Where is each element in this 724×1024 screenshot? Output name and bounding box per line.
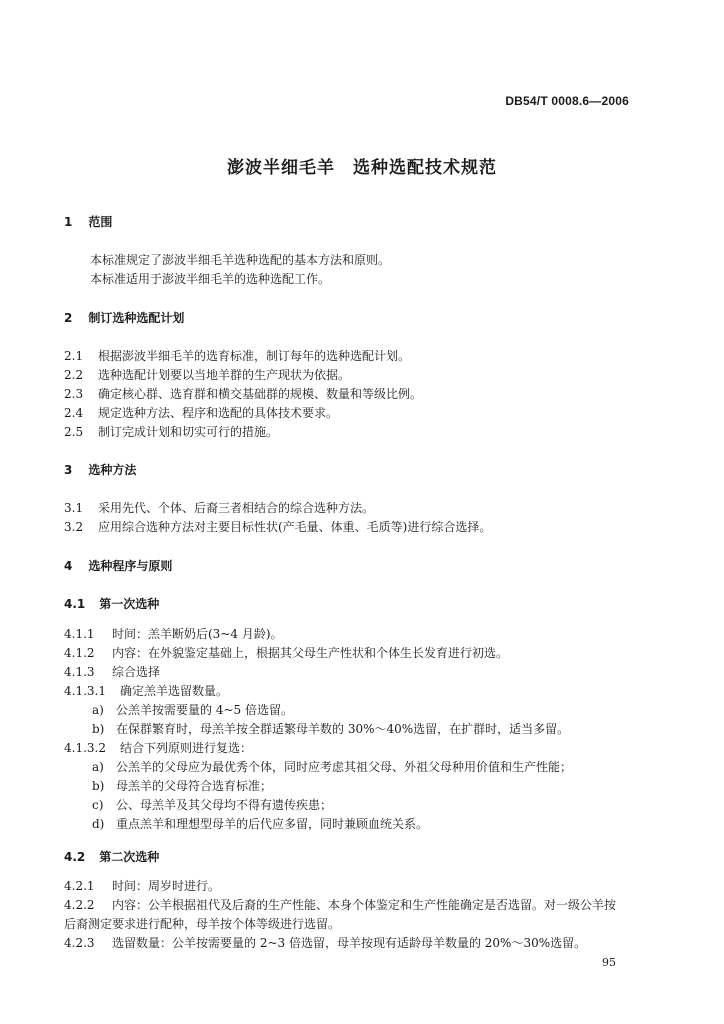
- list-marker: c): [92, 798, 104, 812]
- clause: [64, 348, 410, 364]
- subsection-4-2-heading: [64, 849, 159, 865]
- clause: [64, 645, 508, 661]
- clause: [64, 935, 586, 951]
- list-marker: a): [92, 703, 104, 717]
- list-marker: d): [92, 817, 105, 831]
- clause: [64, 683, 228, 699]
- list-item: [92, 778, 272, 794]
- clause: [64, 664, 160, 680]
- clause-text: 结合下列原则进行复选：: [120, 741, 253, 755]
- clause: [64, 878, 220, 894]
- section-1-heading: [64, 214, 112, 230]
- clause-number: 4.1.3: [64, 665, 95, 679]
- clause-number: 4.1.2: [64, 646, 95, 660]
- clause-text: 选种选配计划要以当地羊群的生产现状为依据。: [98, 368, 351, 382]
- clause-number: 2.4: [64, 406, 84, 420]
- standard-code: DB54/T 0008.6—2006: [505, 94, 629, 108]
- clause-text: 制订完成计划和切实可行的措施。: [98, 425, 279, 439]
- clause: [64, 386, 422, 402]
- clause-text: 采用先代、个体、后裔三者相结合的综合选种方法。: [98, 501, 375, 515]
- clause: [64, 740, 252, 756]
- list-text: 母羔羊的父母符合选育标准；: [116, 779, 273, 793]
- subsection-4-1-heading: [64, 596, 159, 612]
- clause-number: 4.1.3.1: [64, 684, 106, 698]
- paragraph: 本标准规定了澎波半细毛羊选种选配的基本方法和原则。: [90, 253, 391, 267]
- paragraph: 本标准适用于澎波半细毛羊的选种选配工作。: [90, 272, 331, 286]
- list-text: 重点羔羊和理想型母羊的后代应多留，同时兼顾血统关系。: [116, 817, 429, 831]
- clause: [64, 897, 616, 913]
- clause-number: 4.2.3: [64, 936, 95, 950]
- list-item: [92, 759, 572, 775]
- clause-number: 4.1.3.2: [64, 741, 106, 755]
- page-number: 95: [602, 956, 616, 969]
- clause-number: 2.2: [64, 368, 84, 382]
- clause-text: 根据澎波半细毛羊的选育标准，制订每年的选种选配计划。: [98, 349, 411, 363]
- clause-continuation: 后裔测定要求进行配种，母羊按个体等级进行选留。: [64, 917, 341, 931]
- section-title: 第一次选种: [99, 597, 160, 611]
- clause-text: 选留数量：公羊按需要量的 2~3 倍选留，母羊按现有适龄母羊数量的 20%～30%选留。: [112, 936, 587, 950]
- clause-number: 2.5: [64, 425, 84, 439]
- list-marker: a): [92, 760, 104, 774]
- clause-text: 时间：羔羊断奶后(3~4 月龄)。: [112, 627, 283, 641]
- clause-text: 时间：周岁时进行。: [112, 879, 221, 893]
- section-2-heading: [64, 310, 184, 326]
- list-item: [92, 816, 428, 832]
- list-item: [92, 797, 332, 813]
- section-title: 范围: [88, 215, 113, 229]
- section-title: 第二次选种: [99, 850, 160, 864]
- clause-number: 4.2.2: [64, 898, 95, 912]
- section-number: 3: [64, 463, 73, 477]
- clause: [64, 424, 278, 440]
- list-text: 公、母羔羊及其父母均不得有遗传疾患；: [116, 798, 333, 812]
- section-number: 4.2: [64, 850, 86, 864]
- clause-text: 应用综合选种方法对主要目标性状(产毛量、体重、毛质等)进行综合选择。: [98, 520, 492, 534]
- clause: [64, 367, 350, 383]
- clause-text: 确定羔羊选留数量。: [120, 684, 229, 698]
- clause: [64, 519, 491, 535]
- section-number: 1: [64, 215, 73, 229]
- list-text: 公羔羊的父母应为最优秀个体，同时应考虑其祖父母、外祖父母种用价值和生产性能；: [116, 760, 573, 774]
- list-text: 公羔羊按需要量的 4~5 倍选留。: [116, 703, 293, 717]
- clause: [64, 500, 374, 516]
- clause-number: 4.1.1: [64, 627, 95, 641]
- section-title: 选种方法: [88, 463, 137, 477]
- clause-text: 确定核心群、选育群和横交基础群的规模、数量和等级比例。: [98, 387, 423, 401]
- section-title: 制订选种选配计划: [88, 311, 185, 325]
- clause: [64, 405, 338, 421]
- section-3-heading: [64, 462, 136, 478]
- section-number: 2: [64, 311, 73, 325]
- section-title: 选种程序与原则: [88, 559, 173, 573]
- clause-text: 内容：公羊根据祖代及后裔的生产性能、本身个体鉴定和生产性能确定是否选留。对一级公羊按: [112, 898, 617, 912]
- clause-number: 4.2.1: [64, 879, 95, 893]
- clause-text: 规定选种方法、程序和选配的具体技术要求。: [98, 406, 339, 420]
- section-number: 4: [64, 559, 73, 573]
- clause-number: 3.1: [64, 501, 84, 515]
- document-title: 澎波半细毛羊 选种选配技术规范: [227, 158, 497, 178]
- clause: [64, 626, 283, 642]
- clause-text: 内容：在外貌鉴定基础上，根据其父母生产性状和个体生长发育进行初选。: [112, 646, 509, 660]
- list-marker: b): [92, 722, 105, 736]
- section-number: 4.1: [64, 597, 86, 611]
- clause-text: 综合选择: [112, 665, 161, 679]
- list-marker: b): [92, 779, 105, 793]
- clause-number: 2.1: [64, 349, 84, 363]
- list-item: [92, 702, 293, 718]
- list-text: 在保群繁育时，母羔羊按全群适繁母羊数的 30%～40%选留，在扩群时，适当多留。: [116, 722, 570, 736]
- clause-number: 2.3: [64, 387, 84, 401]
- section-4-heading: [64, 558, 172, 574]
- list-item: [92, 721, 569, 737]
- clause-number: 3.2: [64, 520, 84, 534]
